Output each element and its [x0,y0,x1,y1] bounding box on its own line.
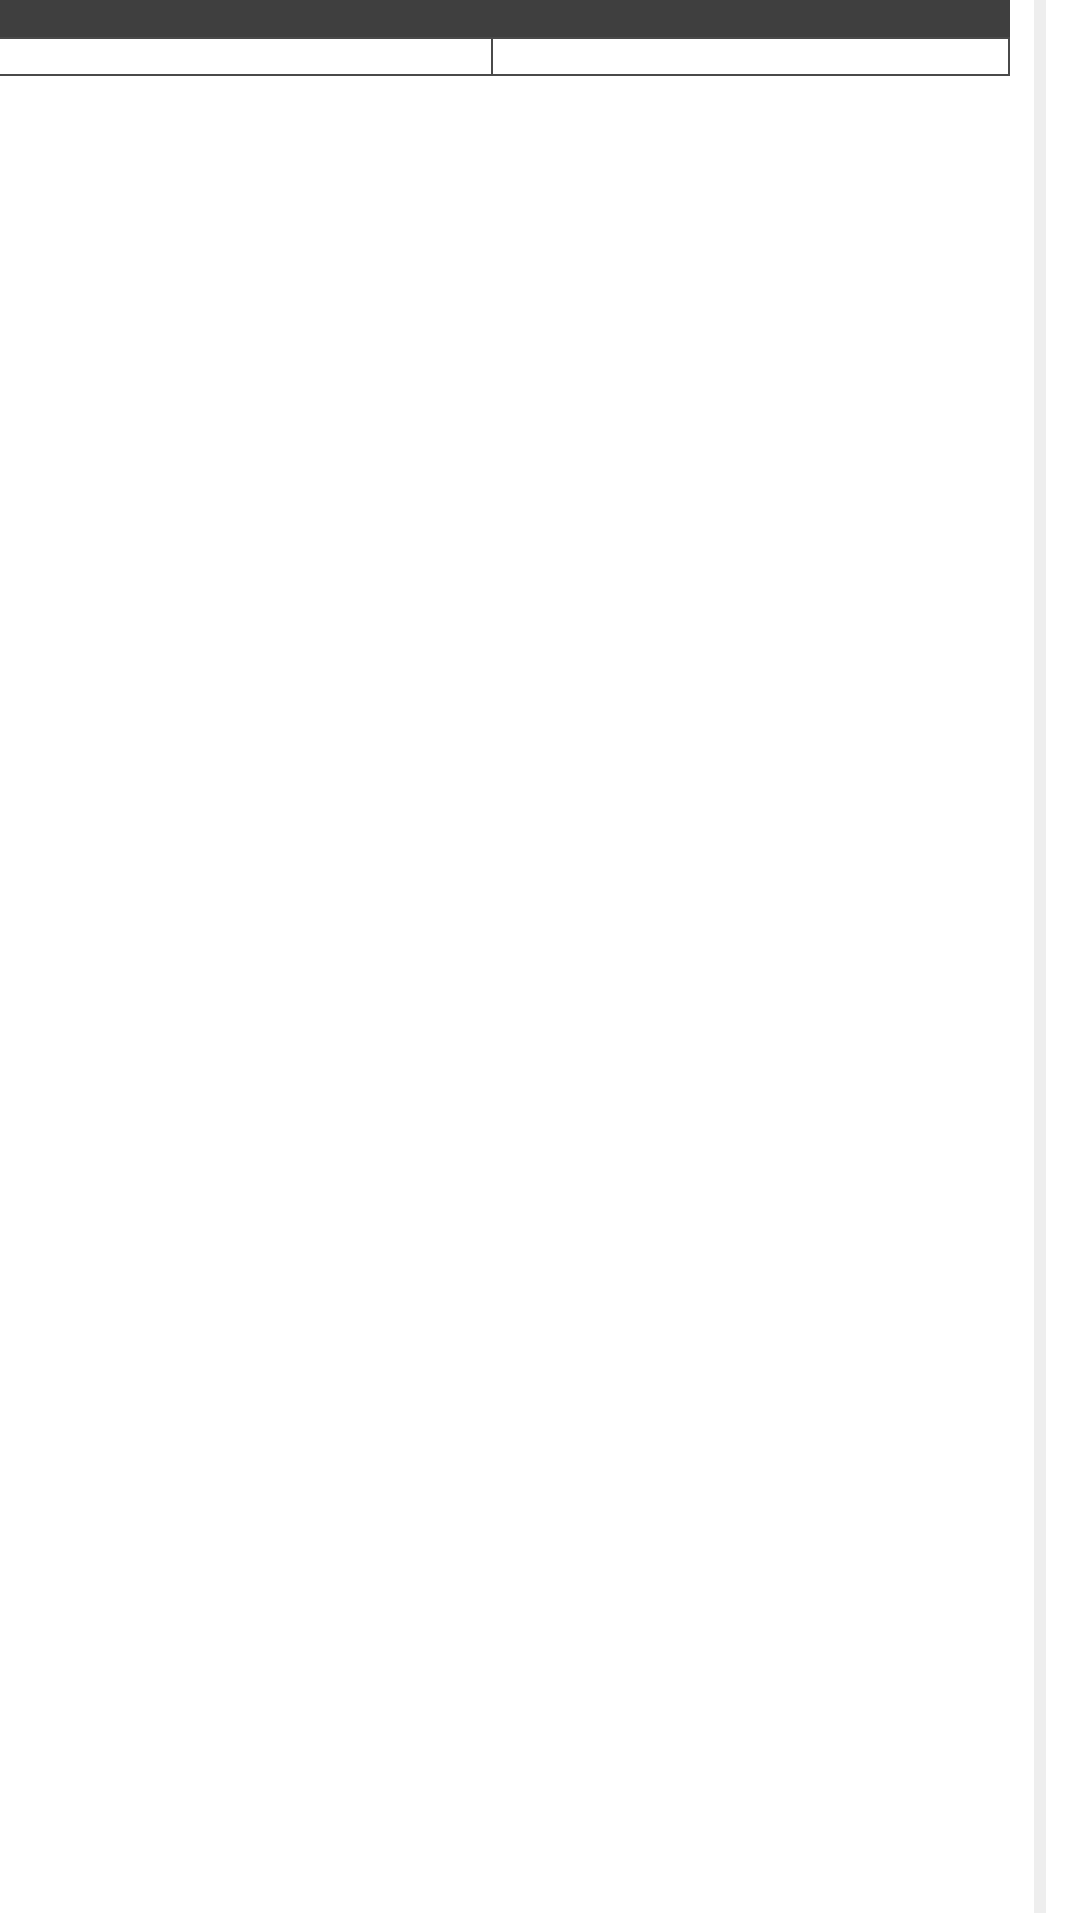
scrollbar-track[interactable] [1034,0,1046,1913]
col-header-petrol [0,37,493,76]
title-bar-right [493,0,1010,37]
title-bar-left [0,0,493,37]
col-header-diesel [493,37,1010,76]
